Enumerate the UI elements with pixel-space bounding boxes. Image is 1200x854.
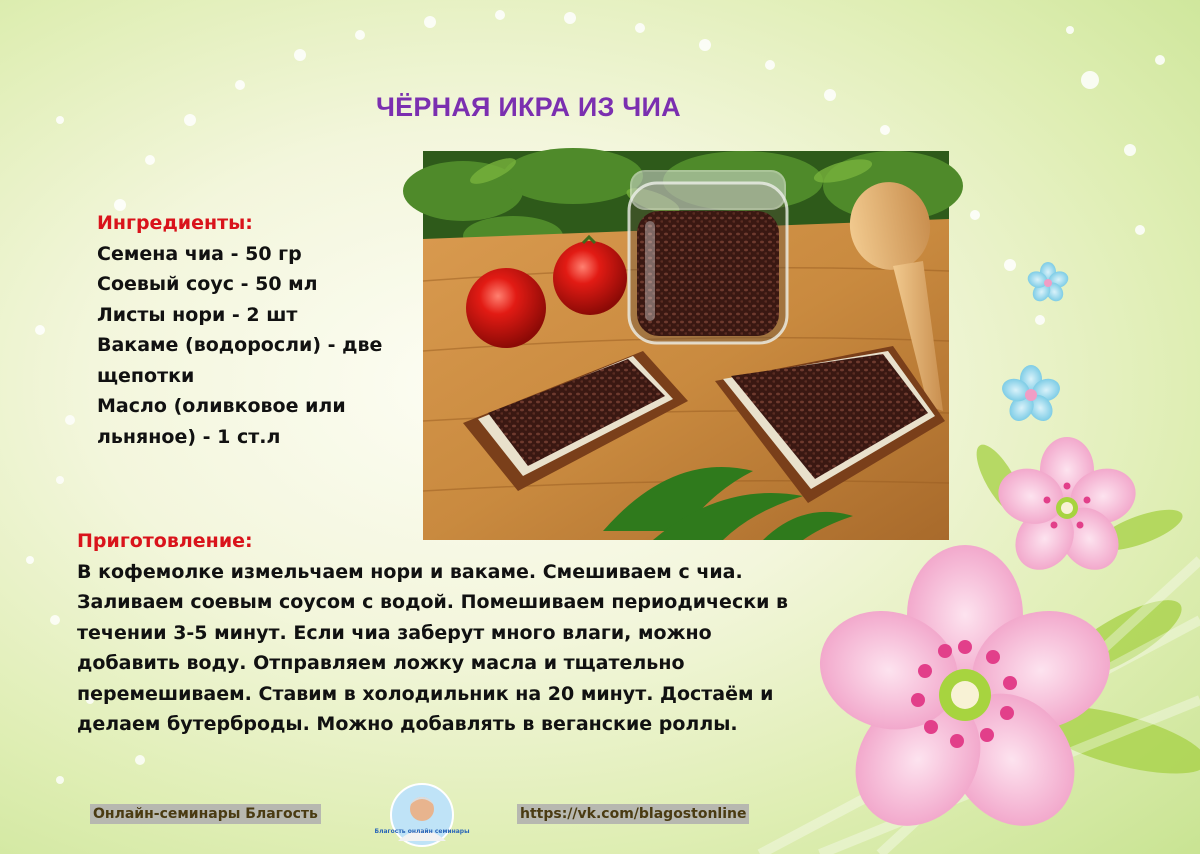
flower-medium-icon [991, 437, 1143, 581]
ingredient-item: Семена чиа - 50 гр [97, 242, 302, 265]
ingredients-list [97, 239, 427, 453]
ingredients-heading: Ингредиенты: [97, 212, 253, 234]
ingredients-section [97, 208, 427, 452]
flower-blue-small-icon [1026, 262, 1071, 305]
preparation-text: В кофемолке измельчаем нори и вакаме. Смешиваем с чиа. Заливаем соевым соусом с водой. Помешиваем периодически в течении 3-5 минут. Если чиа заберут много влаги, можно добавить воду. Отправляем ложку масла и тщательно перемешиваем. Ставим в холодильник на 20 минут. Достаём и делаем бутерброды. Можно добавлять в веганские роллы. [77, 560, 789, 735]
footer-vk-link[interactable]: https://vk.com/blagostonline [517, 804, 749, 824]
ingredient-item: Масло (оливковое или льняное) - 1 ст.л [97, 395, 346, 448]
preparation-section [77, 526, 817, 740]
brand-avatar[interactable] [374, 783, 470, 847]
footer-brand-label: Онлайн-семинары Благость [90, 804, 321, 824]
ingredient-item: Соевый соус - 50 мл [97, 273, 318, 295]
preparation-heading: Приготовление: [77, 530, 253, 552]
ingredient-item: Вакаме (водоросли) - две щепотки [97, 334, 383, 387]
page-title: ЧЁРНАЯ ИКРА ИЗ ЧИА [376, 92, 681, 122]
flower-blue-icon [999, 365, 1063, 426]
avatar-caption-text: Благость онлайн семинары [374, 828, 470, 835]
chia-caviar-photo [423, 151, 949, 540]
ingredient-item: Листы нори - 2 шт [97, 303, 298, 326]
